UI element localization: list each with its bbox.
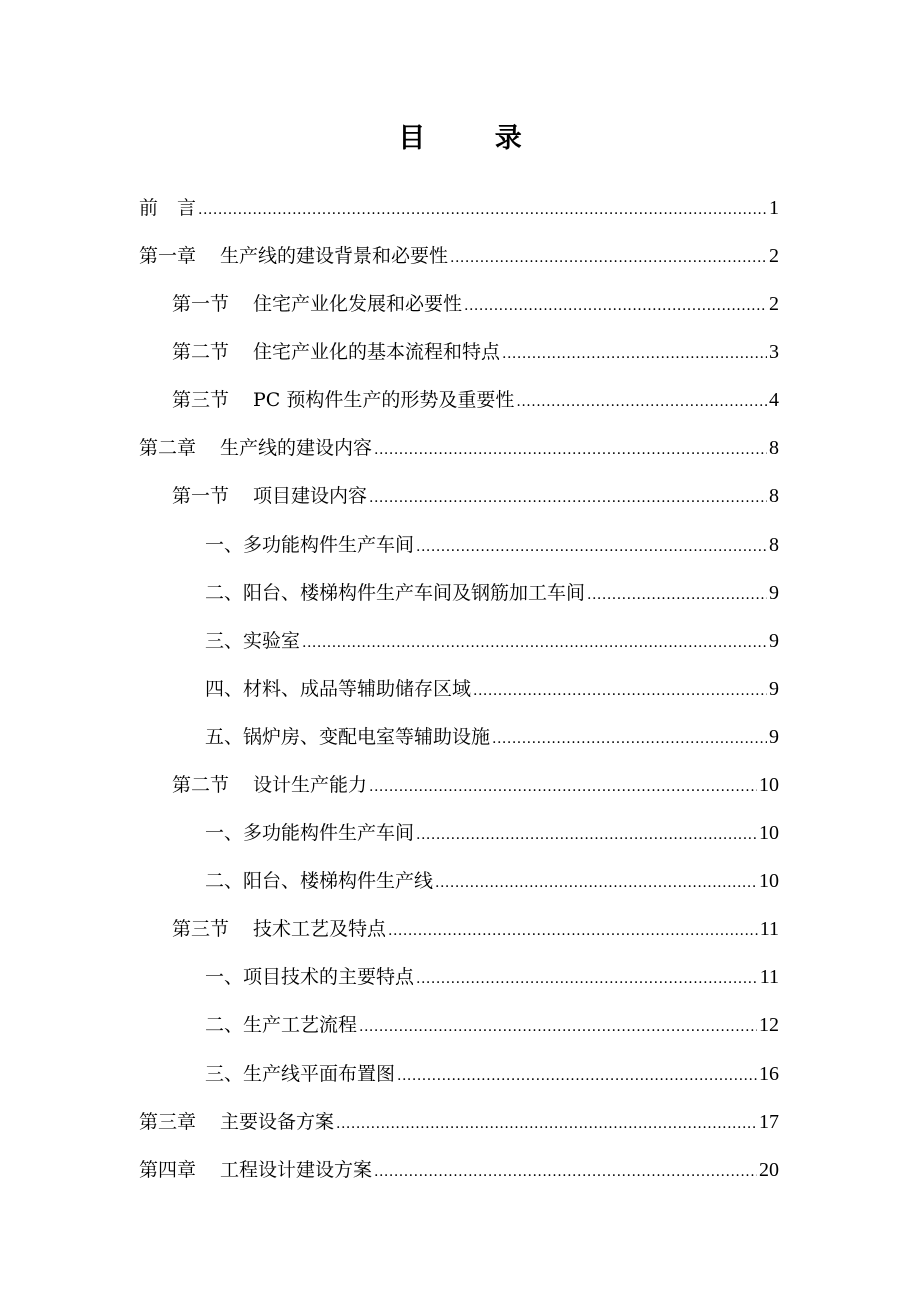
toc-entry-prefix: 第三节: [172, 389, 230, 411]
toc-entry-text: 二、阳台、楼梯构件生产车间及钢筋加工车间: [205, 582, 586, 604]
toc-entry-prefix: 第四章: [139, 1159, 197, 1181]
toc-entry-text: 二、阳台、楼梯构件生产线: [205, 870, 434, 892]
dot-leader: [516, 387, 767, 417]
dot-leader: [492, 724, 767, 754]
toc-entry-text: 四、材料、成品等辅助储存区域: [205, 678, 472, 700]
toc-page-number: 10: [759, 774, 779, 796]
toc-entry[interactable]: [205, 866, 779, 896]
toc-entry[interactable]: [172, 289, 779, 319]
toc-entry[interactable]: [139, 193, 779, 223]
toc-page-number: 9: [769, 726, 779, 748]
toc-page-number: 9: [769, 630, 779, 652]
toc-page-number: 16: [759, 1063, 779, 1085]
dot-leader: [416, 820, 757, 850]
toc-entry-prefix: 第三节: [172, 918, 230, 940]
toc-entry-prefix: 第二节: [172, 774, 230, 796]
dot-leader: [397, 1061, 757, 1091]
toc-entry[interactable]: [205, 578, 779, 608]
toc-page-number: 17: [759, 1111, 779, 1133]
toc-entry-text: 主要设备方案: [220, 1111, 335, 1133]
toc-entry[interactable]: [205, 818, 779, 848]
dot-leader: [369, 483, 767, 513]
dot-leader: [198, 195, 767, 225]
dot-leader: [416, 964, 758, 994]
toc-page-number: 8: [769, 485, 779, 507]
dot-leader: [302, 628, 767, 658]
toc-entry[interactable]: [205, 530, 779, 560]
toc-entry-text: 一、多功能构件生产车间: [205, 534, 415, 556]
dot-leader: [369, 772, 757, 802]
toc-entry[interactable]: [205, 1010, 779, 1040]
toc-page-number: 8: [769, 534, 779, 556]
toc-entry-text: 设计生产能力: [253, 774, 368, 796]
toc-entry[interactable]: [172, 914, 779, 944]
dot-leader: [450, 243, 767, 273]
toc-entry-text: 五、锅炉房、变配电室等辅助设施: [205, 726, 491, 748]
toc-page-number: 4: [769, 389, 779, 411]
toc-entry-text: 技术工艺及特点: [253, 918, 387, 940]
dot-leader: [587, 580, 767, 610]
toc-entry[interactable]: [172, 337, 779, 367]
toc-entry[interactable]: [172, 770, 779, 800]
toc-entry-prefix: 第一节: [172, 293, 230, 315]
toc-entry-text: 一、项目技术的主要特点: [205, 966, 415, 988]
dot-leader: [435, 868, 757, 898]
toc-entry-prefix: 前 言: [139, 197, 197, 219]
toc-entry[interactable]: [205, 674, 779, 704]
toc-entry-text: 生产线的建设背景和必要性: [220, 245, 449, 267]
toc-page-number: 10: [759, 870, 779, 892]
toc-entry[interactable]: [205, 962, 779, 992]
toc-page-number: 10: [759, 822, 779, 844]
dot-leader: [374, 435, 767, 465]
dot-leader: [502, 339, 767, 369]
toc-entry-prefix: 第二节: [172, 341, 230, 363]
dot-leader: [374, 1157, 757, 1187]
toc-entry[interactable]: [205, 1059, 779, 1089]
dot-leader: [416, 532, 767, 562]
dot-leader: [388, 916, 758, 946]
toc-page-number: 9: [769, 678, 779, 700]
page-title: 目 录: [398, 123, 552, 154]
toc-entry[interactable]: [139, 433, 779, 463]
dot-leader: [336, 1109, 757, 1139]
toc-page-number: 2: [769, 245, 779, 267]
toc-entry-text: 三、生产线平面布置图: [205, 1063, 396, 1085]
toc-page-number: 2: [769, 293, 779, 315]
toc-page-number: 8: [769, 437, 779, 459]
toc-entry[interactable]: [172, 481, 779, 511]
toc-page-number: 11: [759, 966, 779, 988]
toc-entry[interactable]: [139, 241, 779, 271]
toc-entry-prefix: 第三章: [139, 1111, 197, 1133]
toc-page-number: 20: [759, 1159, 779, 1181]
toc-entry-text: 住宅产业化的基本流程和特点: [253, 341, 501, 363]
toc-page-number: 11: [759, 918, 779, 940]
toc-entry[interactable]: [139, 1107, 779, 1137]
toc-entry[interactable]: [205, 722, 779, 752]
toc-page-number: 9: [769, 582, 779, 604]
toc-entry-text: 项目建设内容: [253, 485, 368, 507]
toc-entry[interactable]: [172, 385, 779, 415]
toc-entry-text: 三、实验室: [205, 630, 301, 652]
toc-entry[interactable]: [139, 1155, 779, 1185]
toc-entry-text: 住宅产业化发展和必要性: [253, 293, 463, 315]
toc-entry-text: 生产线的建设内容: [220, 437, 373, 459]
toc-entry-text: 二、生产工艺流程: [205, 1014, 358, 1036]
toc-entry-prefix: 第一节: [172, 485, 230, 507]
toc-entry-prefix: 第一章: [139, 245, 197, 267]
toc-entry-text: 一、多功能构件生产车间: [205, 822, 415, 844]
toc-page-number: 1: [769, 197, 779, 219]
toc-page-number: 12: [759, 1014, 779, 1036]
toc-page-number: 3: [769, 341, 779, 363]
dot-leader: [359, 1012, 757, 1042]
toc-entry-text: 工程设计建设方案: [220, 1159, 373, 1181]
dot-leader: [464, 291, 767, 321]
toc-entry-prefix: 第二章: [139, 437, 197, 459]
dot-leader: [473, 676, 767, 706]
toc-entry[interactable]: [205, 626, 779, 656]
toc-entry-text: PC 预构件生产的形势及重要性: [253, 389, 515, 411]
